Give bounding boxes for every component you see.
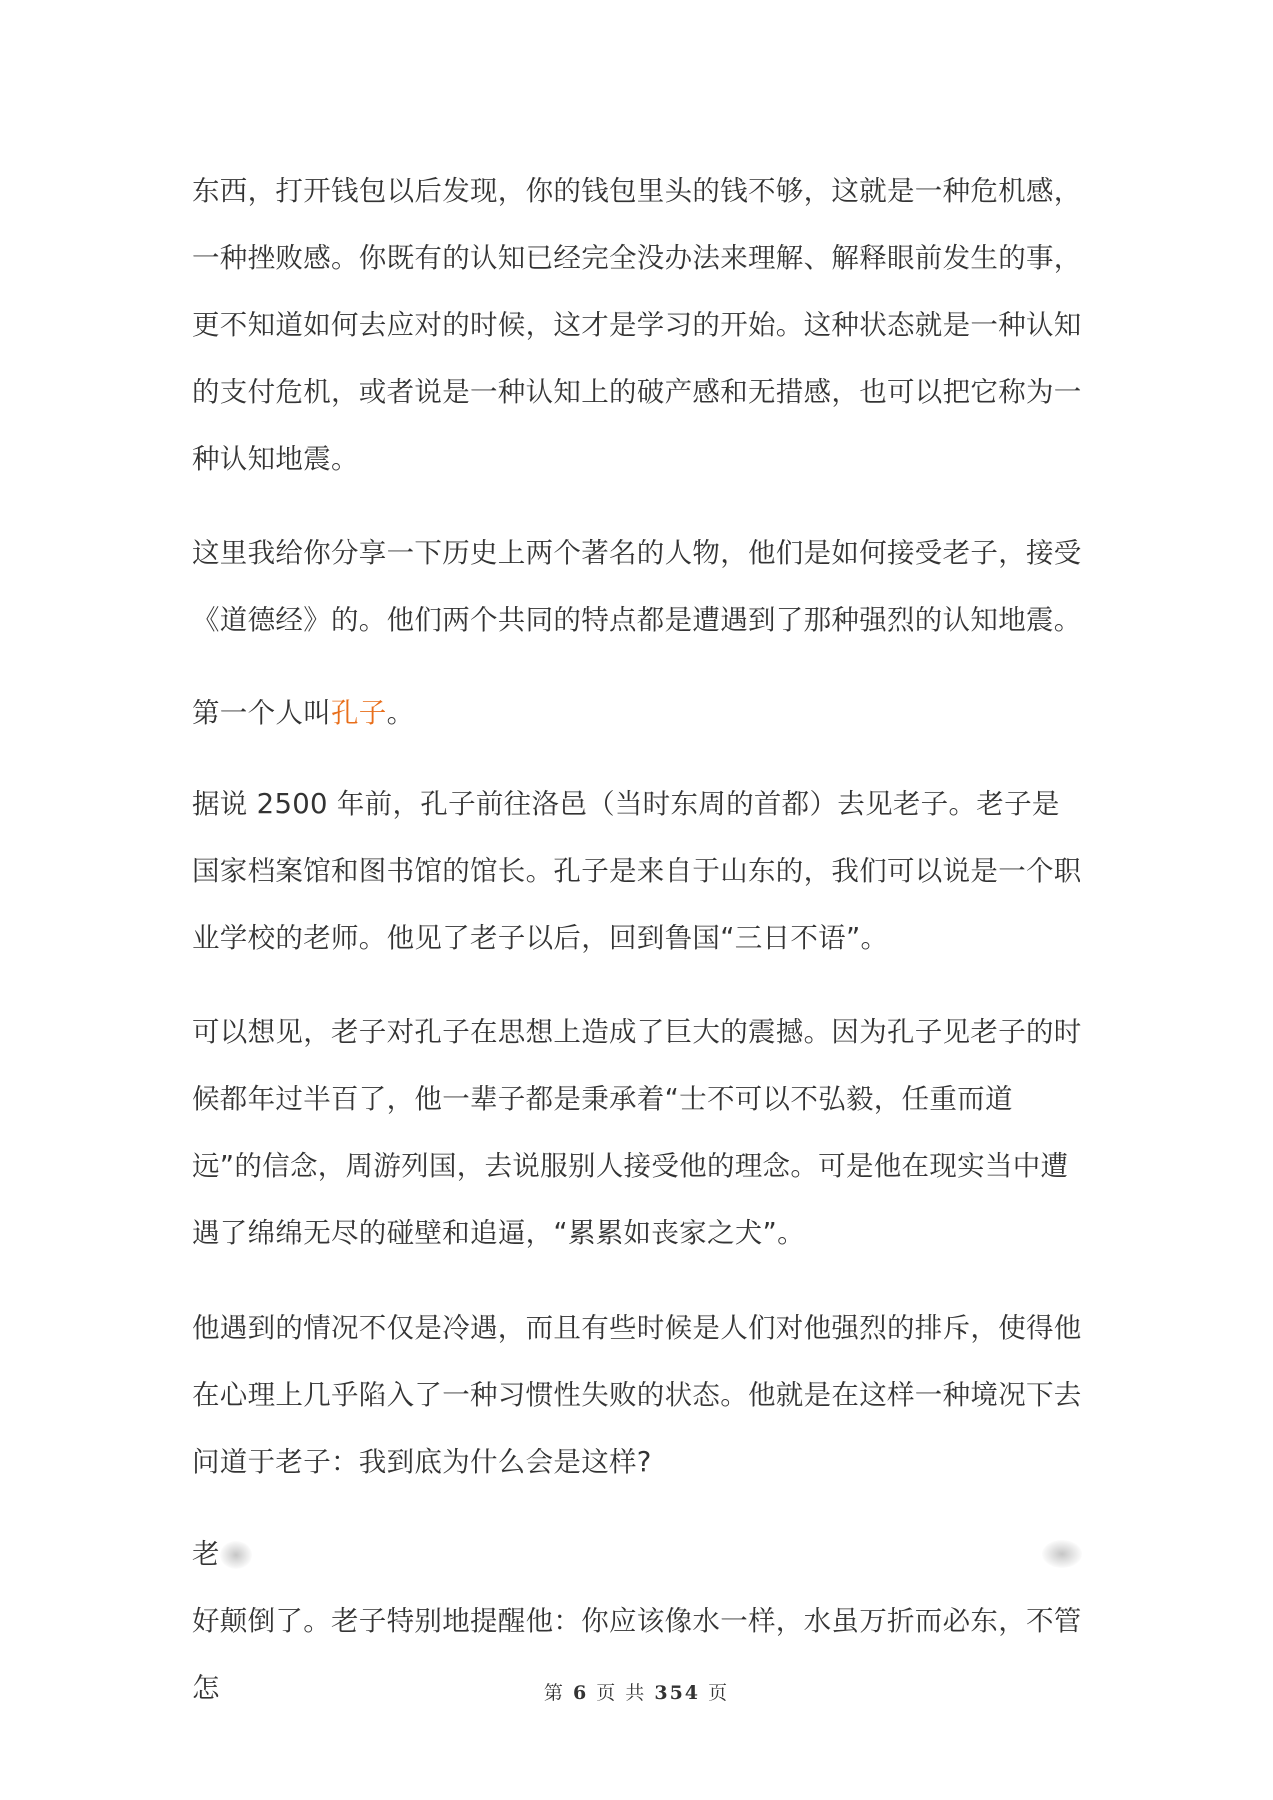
current-page-number: 6 — [572, 1682, 589, 1704]
total-page-count: 354 — [654, 1682, 701, 1704]
blur-overlay — [1042, 1540, 1082, 1568]
paragraph: 好颠倒了。老子特别地提醒他：你应该像水一样，水虽万折而必东，不管怎 — [192, 1605, 1082, 1704]
paragraph: 可以想见，老子对孔子在思想上造成了巨大的震撼。因为孔子见老子的时候都年过半百了，他一辈子都是秉承着“士不可以不弘毅，任重而道远”的信念，周游列国，去说服别人接受他的理念。可是他在现实当中遭遇了绵绵无尽的碰壁和追逼，“累累如丧家之犬”。 — [192, 1016, 1082, 1249]
footer-text: 第 — [543, 1682, 565, 1704]
paragraph: 据说 2500 年前，孔子前往洛邑（当时东周的首都）去见老子。老子是国家档案馆和图书馆的馆长。孔子是来自于山东的，我们可以说是一个职业学校的老师。他见了老子以后，回到鲁国“三日不语”。 — [192, 788, 1082, 954]
paragraph: 东西，打开钱包以后发现，你的钱包里头的钱不够，这就是一种危机感，一种挫败感。你既有的认知已经完全没办法来理解、解释眼前发生的事，更不知道如何去应对的时候，这才是学习的开始。这种状态就是一种认知的支付危机，或者说是一种认知上的破产感和无措感，也可以把它称为一种认知地震。 — [192, 175, 1082, 475]
page-footer — [0, 1678, 1273, 1705]
paragraph-text: 第一个人叫 — [192, 697, 331, 729]
paragraph-text: 老 — [192, 1538, 220, 1570]
paragraph: 他遇到的情况不仅是冷遇，而且有些时候是人们对他强烈的排斥，使得他在心理上几乎陷入了一种习惯性失败的状态。他就是在这样一种境况下去问道于老子：我到底为什么会是这样? — [192, 1312, 1082, 1478]
paragraph-text: 。 — [386, 697, 415, 729]
paragraph: 这里我给你分享一下历史上两个著名的人物，他们是如何接受老子，接受《道德经》的。他们两个共同的特点都是遭遇到了那种强烈的认知地震。 — [192, 537, 1082, 636]
highlighted-name: 孔子 — [331, 697, 387, 729]
footer-text: 页 共 — [596, 1682, 647, 1704]
obscured-paragraph — [192, 1521, 1082, 1588]
blur-overlay — [220, 1541, 252, 1569]
paragraph — [192, 680, 1082, 747]
footer-text: 页 — [708, 1682, 730, 1704]
